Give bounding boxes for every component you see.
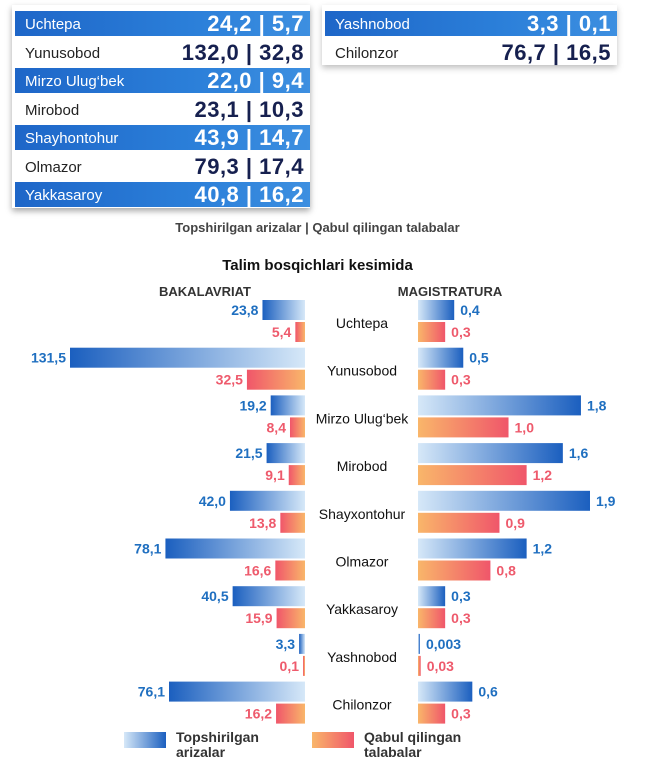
mag-applications-bar bbox=[418, 395, 581, 415]
right-header: MAGISTRATURA bbox=[397, 284, 503, 299]
bak-applications-bar bbox=[70, 348, 305, 368]
mag-applications-label: 0,4 bbox=[460, 302, 480, 318]
right-table-row-value: 3,3 | 0,1 bbox=[526, 11, 611, 36]
left-table-row-name: Uchtepa bbox=[25, 16, 81, 33]
chart-title: Talim bosqichlari kesimida bbox=[222, 257, 413, 274]
category-label: Yunusobod bbox=[326, 362, 398, 379]
bak-applications-label: 19,2 bbox=[239, 397, 267, 414]
left-table-row-value: 23,1 | 10,3 bbox=[194, 96, 304, 122]
bak-applications-bar bbox=[299, 634, 305, 654]
bak-admitted-label: 16,2 bbox=[244, 705, 273, 722]
mag-admitted-label: 0,3 bbox=[451, 371, 471, 388]
chart-bars bbox=[31, 300, 616, 724]
category-label: Mirzo Ulug‘bek bbox=[315, 410, 409, 427]
category-label: Chilonzor bbox=[332, 696, 392, 713]
bak-applications-label: 3,3 bbox=[275, 635, 296, 652]
bak-applications-bar bbox=[169, 682, 305, 702]
mag-applications-label: 1,9 bbox=[596, 492, 616, 509]
right-table-row-name: Yashnobod bbox=[335, 16, 410, 33]
bak-admitted-label: 13,8 bbox=[249, 514, 277, 531]
mag-admitted-label: 1,0 bbox=[514, 419, 534, 436]
mag-applications-bar bbox=[418, 539, 527, 559]
left-table-row-name: Olmazor bbox=[25, 158, 82, 176]
left-table-row-value: 132,0 | 32,8 bbox=[181, 39, 304, 65]
bak-admitted-label: 15,9 bbox=[245, 610, 273, 627]
left-table-row-name: Shayhontohur bbox=[25, 130, 119, 147]
mag-admitted-bar bbox=[418, 561, 490, 581]
bak-admitted-bar bbox=[275, 561, 305, 581]
left-table-row-value: 22,0 | 9,4 bbox=[207, 68, 304, 93]
mag-applications-bar bbox=[418, 491, 590, 511]
bak-applications-label: 21,5 bbox=[235, 445, 263, 462]
left-table-row-name: Mirobod bbox=[25, 101, 80, 119]
category-label: Yakkasaroy bbox=[325, 601, 399, 618]
left-table-row-value: 79,3 | 17,4 bbox=[194, 153, 304, 179]
mag-applications-bar bbox=[418, 300, 454, 320]
right-table-row-name: Chilonzor bbox=[335, 44, 399, 62]
bak-applications-label: 23,8 bbox=[231, 302, 259, 318]
bak-admitted-bar bbox=[289, 465, 305, 485]
mag-admitted-label: 0,3 bbox=[451, 610, 471, 627]
bak-admitted-bar bbox=[277, 608, 305, 628]
mag-applications-label: 0,3 bbox=[451, 588, 471, 605]
mag-admitted-bar bbox=[418, 370, 445, 390]
mag-applications-label: 1,8 bbox=[586, 397, 607, 414]
bak-admitted-label: 0,1 bbox=[279, 657, 299, 674]
bak-applications-label: 42,0 bbox=[198, 492, 226, 509]
bak-applications-bar bbox=[271, 395, 305, 415]
left-table-row-value: 24,2 | 5,7 bbox=[207, 11, 304, 36]
category-label: Shayxontohur bbox=[318, 505, 406, 522]
mag-applications-label: 1,6 bbox=[568, 445, 589, 462]
legend-label-applications: Topshirilgan arizalar bbox=[176, 729, 259, 760]
left-table-row-name: Yakkasaroy bbox=[25, 187, 103, 204]
bak-admitted-label: 32,5 bbox=[215, 371, 243, 388]
bak-admitted-label: 9,1 bbox=[265, 467, 285, 484]
mag-admitted-bar bbox=[418, 465, 527, 485]
mag-applications-label: 0,5 bbox=[469, 349, 489, 366]
mag-admitted-label: 0,9 bbox=[505, 514, 525, 531]
mag-admitted-label: 0,3 bbox=[451, 705, 471, 722]
mag-applications-label: 0,003 bbox=[426, 635, 462, 652]
table-subtitle: Topshirilgan arizalar | Qabul qilingan talabalar bbox=[175, 220, 460, 235]
bak-admitted-label: 5,4 bbox=[271, 324, 292, 340]
bak-admitted-label: 8,4 bbox=[266, 419, 286, 436]
bak-applications-bar bbox=[233, 586, 305, 606]
left-table-row-value: 43,9 | 14,7 bbox=[194, 125, 304, 150]
legend-swatch-applications bbox=[124, 732, 166, 748]
bak-admitted-label: 16,6 bbox=[244, 562, 272, 579]
legend-label-admitted: Qabul qilingan talabalar bbox=[364, 729, 462, 760]
mag-admitted-label: 0,03 bbox=[426, 657, 454, 674]
mag-applications-bar bbox=[418, 443, 563, 463]
bak-applications-bar bbox=[165, 539, 305, 559]
bak-applications-label: 76,1 bbox=[137, 683, 166, 700]
right-table-row-value: 76,7 | 16,5 bbox=[501, 39, 611, 65]
bak-admitted-bar bbox=[280, 513, 305, 533]
mag-admitted-bar bbox=[418, 417, 509, 437]
mag-admitted-label: 0,3 bbox=[451, 324, 471, 340]
mag-admitted-bar bbox=[418, 513, 499, 533]
mag-applications-label: 1,2 bbox=[532, 540, 553, 557]
bak-applications-label: 131,5 bbox=[30, 349, 66, 366]
mag-admitted-bar bbox=[418, 608, 445, 628]
bak-admitted-bar bbox=[295, 322, 305, 342]
category-label: Yashnobod bbox=[327, 648, 397, 665]
mag-applications-bar bbox=[418, 682, 472, 702]
bak-applications-bar bbox=[262, 300, 305, 320]
left-table-row-value: 40,8 | 16,2 bbox=[194, 182, 304, 207]
category-label: Olmazor bbox=[335, 553, 389, 570]
bak-admitted-bar bbox=[276, 704, 305, 724]
left-header: BAKALAVRIAT bbox=[159, 284, 251, 299]
legend-swatch-admitted bbox=[312, 732, 354, 748]
bak-applications-bar bbox=[230, 491, 305, 511]
left-table-row-name: Yunusobod bbox=[25, 44, 101, 62]
legend bbox=[0, 728, 671, 762]
left-table-row-name: Mirzo Ulug‘bek bbox=[25, 73, 125, 90]
bak-applications-bar bbox=[267, 443, 305, 463]
bak-applications-label: 40,5 bbox=[201, 588, 229, 605]
bak-applications-label: 78,1 bbox=[134, 540, 162, 557]
category-label: Uchtepa bbox=[335, 315, 389, 331]
mag-applications-bar bbox=[418, 586, 445, 606]
mag-applications-bar bbox=[418, 634, 420, 654]
mag-admitted-label: 0,8 bbox=[496, 562, 516, 579]
mag-applications-label: 0,6 bbox=[478, 683, 498, 700]
mag-applications-bar bbox=[418, 348, 463, 368]
mag-admitted-bar bbox=[418, 704, 445, 724]
mag-admitted-bar bbox=[418, 656, 421, 676]
mag-admitted-bar bbox=[418, 322, 445, 342]
bak-admitted-bar bbox=[290, 417, 305, 437]
bak-admitted-bar bbox=[303, 656, 305, 676]
bak-admitted-bar bbox=[247, 370, 305, 390]
category-label: Mirobod bbox=[336, 458, 388, 475]
mag-admitted-label: 1,2 bbox=[532, 467, 553, 484]
